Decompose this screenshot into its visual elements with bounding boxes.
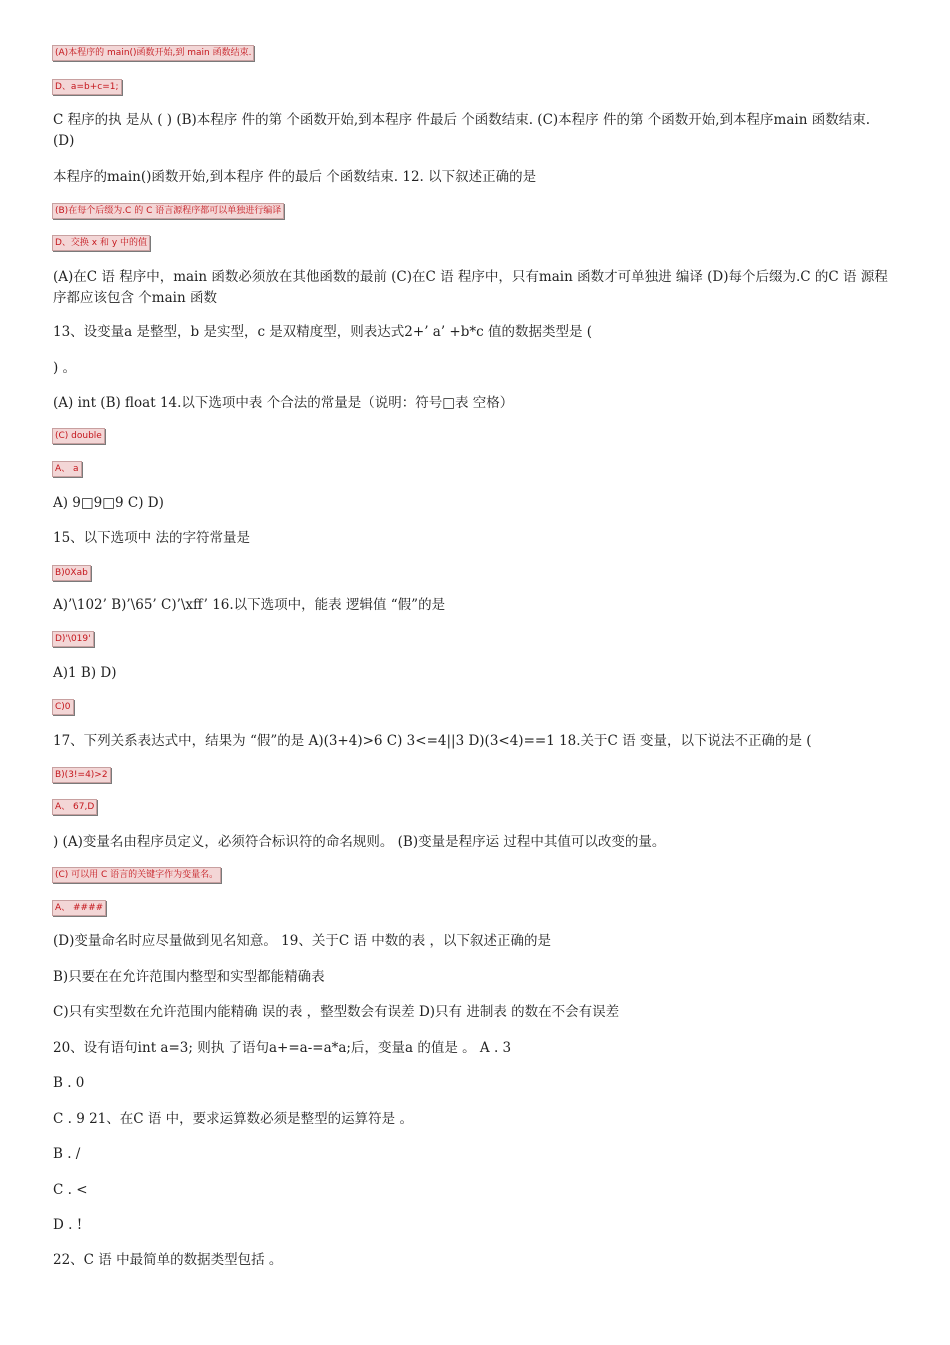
question-text: C . < — [53, 1182, 88, 1198]
highlight-annotation: C)0 — [52, 699, 74, 715]
question-text: 17、下列关系表达式中，结果为 “假”的是 A)(3+4)>6 C) 3<=4||3 D)(3<4)==1 18.关于C 语 变量，以下说法不正确的是 ( — [53, 733, 812, 749]
question-text: 13、设变量a 是整型，b 是实型，c 是双精度型，则表达式2+’ a’ +b*c 值的数据类型是 ( — [53, 324, 593, 340]
highlight-annotation: (B)在每个后缀为.C 的 C 语言源程序都可以单独进行编译 — [52, 203, 284, 219]
question-text: A)’\102’ B)’\65’ C)’\xff’ 16.以下选项中，能表 逻辑值 “假”的是 — [53, 597, 446, 613]
question-text: ) 。 — [53, 360, 77, 376]
question-text: B . / — [53, 1146, 81, 1162]
highlight-annotation: (C) double — [52, 428, 105, 444]
highlight-annotation: D)'\019' — [52, 631, 94, 647]
question-text: ) (A)变量名由程序员定义，必须符合标识符的命名规则。 (B)变量是程序运 过程中其值可以改变的量。 — [53, 834, 666, 850]
question-text: 15、以下选项中 法的字符常量是 — [53, 530, 250, 546]
highlight-annotation: (C) 可以用 C 语言的关键字作为变量名。 — [52, 867, 221, 883]
highlight-annotation: D、a=b+c=1; — [52, 79, 122, 95]
highlight-annotation: B)(3!=4)>2 — [52, 767, 111, 783]
question-text: B . 0 — [53, 1075, 85, 1091]
highlight-annotation: D、交换 x 和 y 中的值 — [52, 235, 150, 251]
question-text: 本程序的main()函数开始,到本程序 件的最后 个函数结束. 12. 以下叙述正确的是 — [53, 169, 537, 185]
highlight-annotation: A、 67,D — [52, 799, 97, 815]
question-text: (D)变量命名时应尽量做到见名知意。 19、关于C 语 中数的表 ，以下叙述正确的是 — [53, 933, 552, 949]
question-text: A)1 B) D) — [53, 665, 117, 681]
question-text: 22、C 语 中最简单的数据类型包括 。 — [53, 1252, 283, 1268]
highlight-annotation: A、 #### — [52, 900, 106, 916]
question-text: C . 9 21、在C 语 中，要求运算数必须是整型的运算符是 。 — [53, 1111, 413, 1127]
question-text: (A) int (B) float 14.以下选项中表 个合法的常量是（说明：符号□表 空格） — [53, 395, 514, 411]
question-text: 20、设有语句int a=3; 则执 了语句a+=a-=a*a;后，变量a 的值是 。 A . 3 — [53, 1040, 512, 1056]
question-text: A) 9□9□9 C) D) — [53, 495, 164, 511]
question-text: B)只要在在允许范围内整型和实型都能精确表 — [53, 969, 325, 985]
question-text: (A)在C 语 程序中，main 函数必须放在其他函数的最前 (C)在C 语 程序中，只有main 函数才可单独进 编译 (D)每个后缀为.C 的C 语 源程序都应该包含 个main 函数 — [53, 269, 888, 306]
question-text: C)只有实型数在允许范围内能精确 误的表 ，整型数会有误差 D)只有 进制表 的数在不会有误差 — [53, 1004, 620, 1020]
question-text: D . ! — [53, 1217, 83, 1233]
highlight-annotation: B)0Xab — [52, 565, 91, 581]
highlight-annotation: (A)本程序的 main()函数开始,到 main 函数结束. — [52, 45, 254, 61]
question-text: C 程序的执 是从 ( ) (B)本程序 件的第 个函数开始,到本程序 件最后 个函数结束. (C)本程序 件的第 个函数开始,到本程序main 函数结束. (D) — [53, 112, 870, 149]
highlight-annotation: A、 a — [52, 461, 82, 477]
